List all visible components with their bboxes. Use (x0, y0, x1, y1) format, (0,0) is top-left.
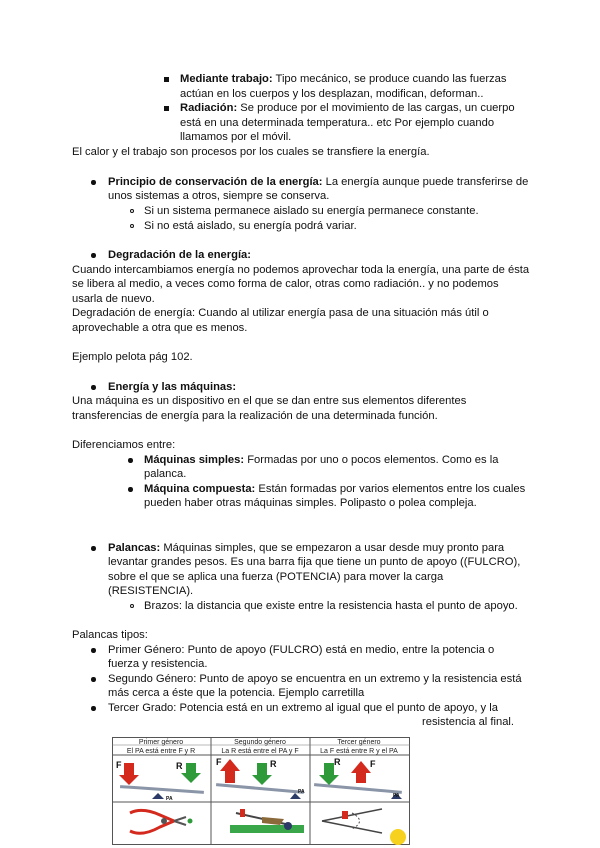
subheader-primer: El PA está entre F y R (126, 748, 196, 755)
degradacion-p2: se libera al medio, a veces como forma de calor, otras como radiación.. y no podemos (72, 278, 499, 290)
degradacion-heading: Degradación de la energía: (108, 249, 251, 261)
bullet-dot-icon (91, 253, 96, 258)
tercer-line-2: resistencia al final. (422, 716, 515, 728)
trabajo-text: Tipo mecánico, se produce cuando las fuerzas (272, 73, 507, 85)
segundo-line-1: Segundo Género: Punto de apoyo se encuentra en un extremo y la resistencia está (108, 673, 522, 685)
square-bullet-icon (164, 106, 169, 111)
bullet-dot-icon (91, 706, 96, 711)
bullet-dot-icon (91, 648, 96, 653)
label-r: R (270, 759, 277, 769)
subheader-tercer: La F está entre R y el PA (320, 748, 398, 755)
compuesta-term: Máquina compuesta: (144, 483, 256, 495)
compuesta-line-1 (144, 482, 525, 497)
primer-line-2: fuerza y resistencia. (108, 658, 208, 670)
conservacion-line-1 (108, 175, 528, 190)
hollow-bullet-icon (130, 224, 134, 228)
summary-text: El calor y el trabajo son procesos por los cuales se transfiere la energía. (72, 146, 430, 158)
lever-types-figure (112, 737, 410, 845)
palancas-line-2: levantar grandes pesos. Es una barra fija que tiene un punto de apoyo ((FULCRO), (108, 556, 521, 568)
conservacion-text: La energía aunque puede transferirse de (322, 176, 529, 188)
hollow-bullet-icon (130, 604, 134, 608)
trabajo-term: Mediante trabajo: (180, 73, 273, 85)
degradacion-p3: usarla de nuevo. (72, 293, 155, 305)
label-pa: PA (166, 796, 173, 802)
label-f: F (116, 760, 122, 770)
bullet-dot-icon (128, 487, 133, 492)
example-text: Ejemplo pelota pág 102. (72, 351, 193, 363)
conservacion-line-2: unos sistemas a otros, siempre se conserva. (108, 190, 330, 202)
bullet-dot-icon (91, 677, 96, 682)
simples-line-1 (144, 453, 498, 468)
radiacion-line-1 (180, 101, 515, 116)
radiacion-line-2: está en una determinada temperatura.. etc Por ejemplo cuando (180, 117, 495, 129)
label-f: F (370, 759, 376, 769)
bullet-dot-icon (128, 458, 133, 463)
maquinas-p2: transferencias de energía para la realización de una determinada función. (72, 410, 438, 422)
bullet-dot-icon (91, 385, 96, 390)
compuesta-text: Están formadas por varios elementos entre los cuales (255, 483, 526, 495)
conservacion-term: Principio de conservación de la energía: (108, 176, 323, 188)
bullet-dot-icon (91, 546, 96, 551)
degradacion-p1: Cuando intercambiamos energía no podemos aprovechar toda la energía, una parte de ésta (72, 264, 530, 276)
compuesta-line-2: pueden haber otras máquinas simples. Polipasto o polea compleja. (144, 497, 477, 509)
palancas-line-3: sobre el que se aplica una fuerza (POTENCIA) para mover la carga (108, 571, 444, 583)
subheader-segundo: La R está entre el PA y F (221, 748, 299, 755)
radiacion-text: Se produce por el movimiento de las cargas, un cuerpo (237, 102, 515, 114)
conservacion-sub-2: Si no está aislado, su energía podrá variar. (144, 220, 357, 232)
radiacion-term: Radiación: (180, 102, 238, 114)
label-r: R (176, 761, 183, 771)
palancas-term: Palancas: (108, 542, 161, 554)
header-segundo: Segundo género (234, 739, 286, 746)
segundo-line-2: más cerca a éste que la potencia. Ejemplo carretilla (108, 687, 365, 699)
palancas-line-1 (108, 541, 504, 556)
header-primer: Primer género (138, 739, 184, 746)
trabajo-line-1 (180, 72, 506, 87)
degradacion-p4: Degradación de energía: Cuando al utilizar energía pasa de una situación más útil o (72, 307, 489, 319)
degradacion-p5: aprovechable a otra que es menos. (72, 322, 248, 334)
tercer-line-1: Tercer Grado: Potencia está en un extremo al igual que el punto de apoyo, y la (108, 702, 498, 714)
simples-line-2: palanca. (144, 468, 187, 480)
maquinas-heading: Energía y las máquinas: (108, 381, 237, 393)
radiacion-line-3: llamamos por el móvil. (180, 131, 292, 143)
hollow-bullet-icon (130, 209, 134, 213)
bullet-dot-icon (91, 180, 96, 185)
trabajo-line-2: actúan en los cuerpos y los desplazan, modifican, deforman.. (180, 88, 484, 100)
palancas-line-4: (RESISTENCIA). (108, 585, 194, 597)
conservacion-sub-1: Si un sistema permanece aislado su energía permanece constante. (144, 205, 479, 217)
simples-term: Máquinas simples: (144, 454, 245, 466)
simples-text: Formadas por uno o pocos elementos. Como es la (244, 454, 499, 466)
maquinas-p1: Una máquina es un dispositivo en el que se dan entre sus elementos diferentes (72, 395, 467, 407)
label-pa: PA (298, 789, 305, 795)
label-f: F (216, 757, 222, 767)
header-tercer: Tercer género (337, 739, 381, 746)
palancas-text: Máquinas simples, que se empezaron a usar desde muy pronto para (160, 542, 505, 554)
label-pa: PA (393, 793, 400, 799)
label-r: R (334, 757, 341, 767)
diferenciamos-text: Diferenciamos entre: (72, 439, 176, 451)
primer-line-1: Primer Género: Punto de apoyo (FULCRO) está en medio, entre la potencia o (108, 644, 495, 656)
square-bullet-icon (164, 77, 169, 82)
tipos-heading: Palancas tipos: (72, 629, 148, 641)
brazos-text: Brazos: la distancia que existe entre la resistencia hasta el punto de apoyo. (144, 600, 518, 612)
